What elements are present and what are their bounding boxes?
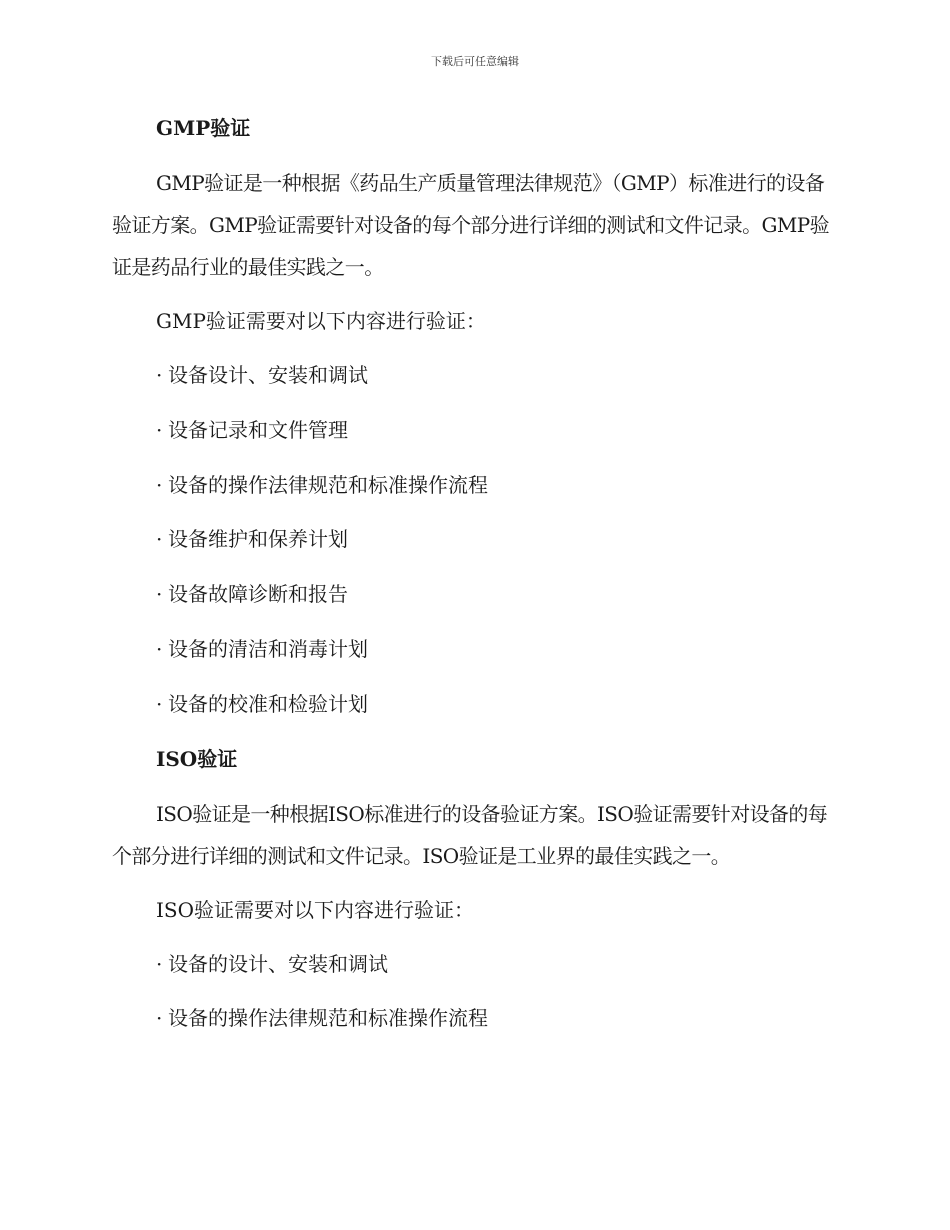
iso-list-intro: ISO验证需要对以下内容进行验证： xyxy=(156,897,474,922)
list-item-text: 设备的操作法律规范和标准操作流程 xyxy=(168,472,488,497)
gmp-list-intro: GMP验证需要对以下内容进行验证： xyxy=(156,309,486,333)
list-item xyxy=(112,629,840,669)
list-item-text: 设备记录和文件管理 xyxy=(168,417,348,442)
bullet-marker: · xyxy=(156,472,163,497)
list-item xyxy=(112,944,840,984)
page-header: 下载后可任意编辑 xyxy=(431,55,519,68)
iso-description-paragraph: ISO验证是一种根据ISO标准进行的设备验证方案。ISO验证需要针对设备的每个部分进行详细的测试和文件记录。ISO验证是工业界的最佳实践之一。 xyxy=(112,801,828,868)
bullet-marker: · xyxy=(156,417,163,442)
list-item-text: 设备的操作法律规范和标准操作流程 xyxy=(168,1006,488,1031)
bullet-marker: · xyxy=(156,636,163,661)
iso-section-heading: ISO验证 xyxy=(156,746,238,771)
list-item xyxy=(112,355,840,395)
list-item-text: 设备的设计、安装和调试 xyxy=(168,951,388,976)
list-item xyxy=(112,998,840,1038)
bullet-marker: · xyxy=(156,527,163,552)
list-item xyxy=(112,574,840,614)
bullet-marker: · xyxy=(156,951,163,976)
list-item-text: 设备维护和保养计划 xyxy=(168,527,348,552)
document-body xyxy=(112,108,840,1053)
bullet-marker: · xyxy=(156,582,163,607)
list-item-text: 设备的校准和检验计划 xyxy=(168,691,368,716)
bullet-marker: · xyxy=(156,363,163,387)
bullet-marker: · xyxy=(156,1006,163,1031)
list-item xyxy=(112,465,840,505)
list-item-text: 设备的清洁和消毒计划 xyxy=(168,636,368,661)
gmp-section-heading: GMP验证 xyxy=(156,116,251,140)
gmp-description-paragraph: GMP验证是一种根据《药品生产质量管理法律规范》（GMP）标准进行的设备验证方案。GMP验证需要针对设备的每个部分进行详细的测试和文件记录。GMP验证是药品行业的最佳实践之一。 xyxy=(112,171,830,279)
list-item xyxy=(112,684,840,724)
list-item xyxy=(112,519,840,559)
list-item xyxy=(112,410,840,450)
list-item-text: 设备设计、安装和调试 xyxy=(168,363,368,387)
list-item-text: 设备故障诊断和报告 xyxy=(168,582,348,607)
bullet-marker: · xyxy=(156,691,163,716)
